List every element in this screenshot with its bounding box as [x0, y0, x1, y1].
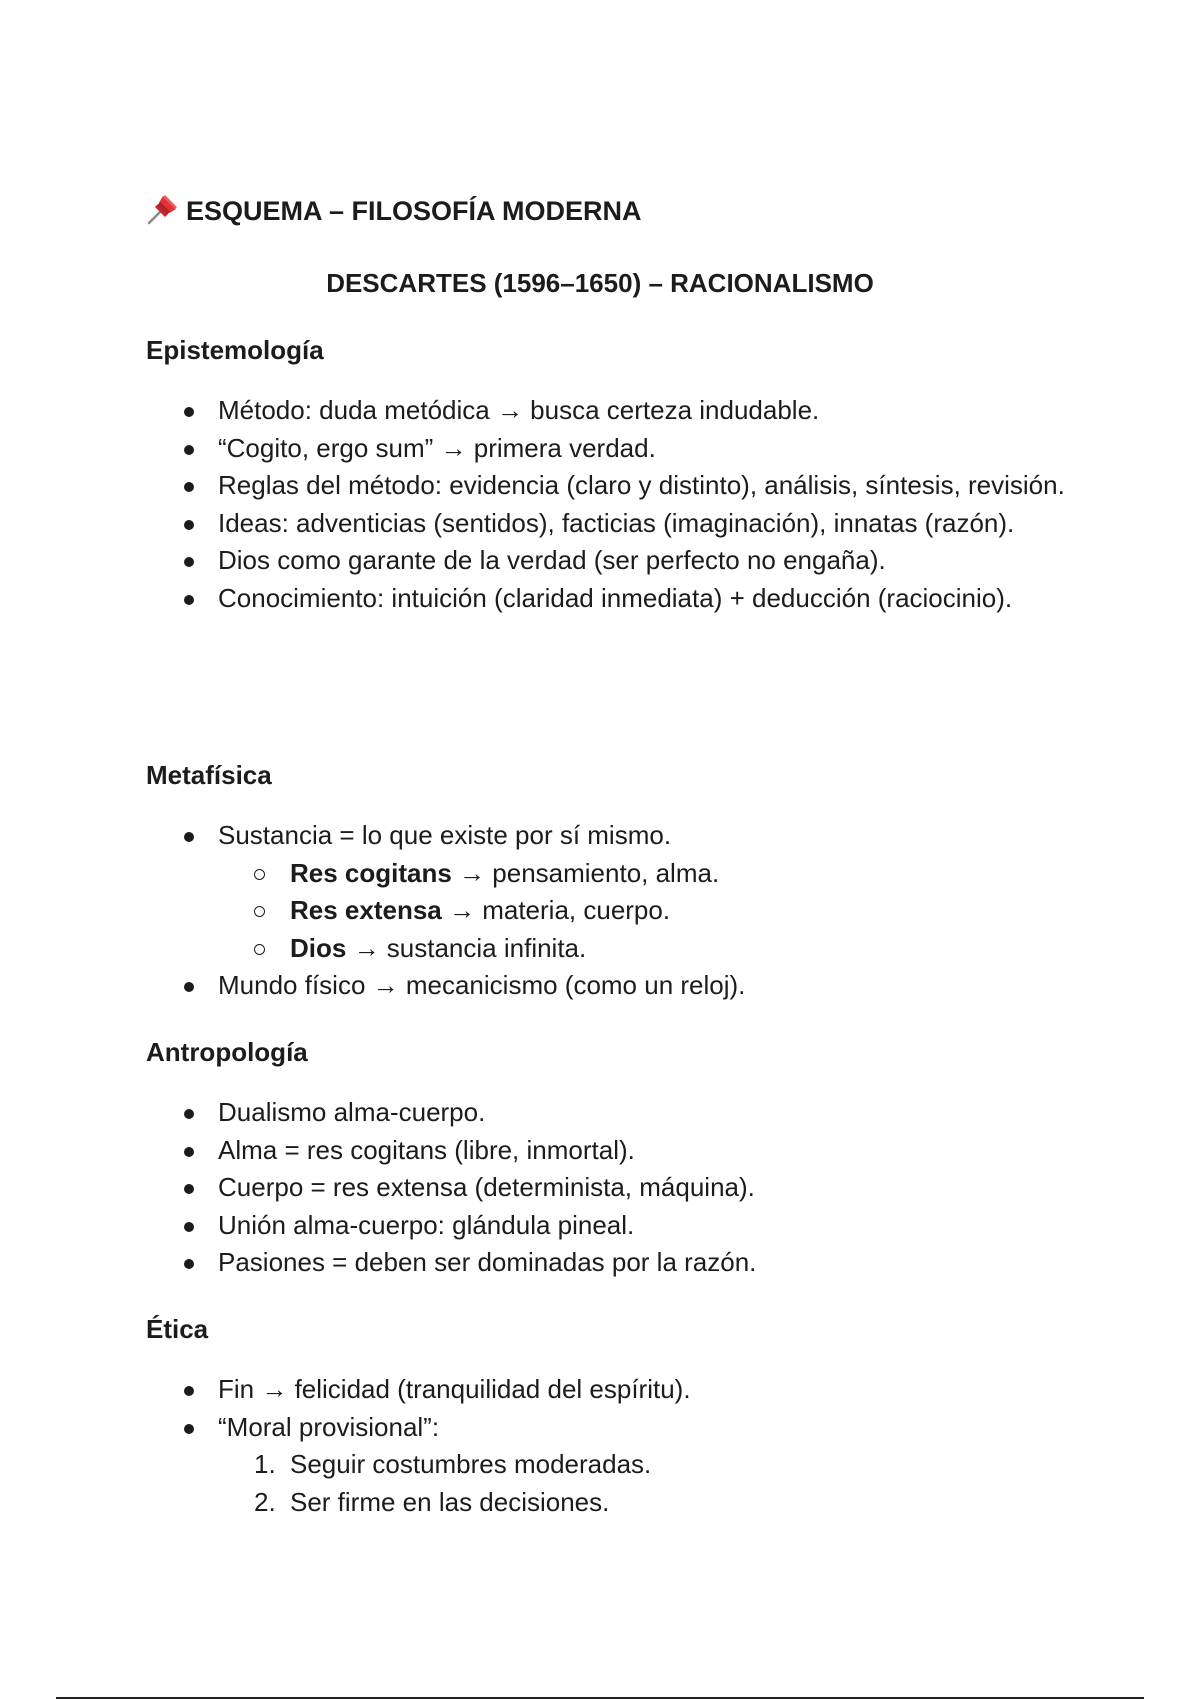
section-heading: Antropología: [146, 1037, 308, 1067]
list-item: [146, 1132, 1076, 1170]
list-item-text: “Cogito, ergo sum” → primera verdad.: [218, 432, 656, 463]
term: Dios: [290, 932, 347, 963]
list-item: [146, 1371, 1076, 1409]
list-item: [146, 430, 1076, 468]
bullet-icon: [184, 482, 194, 492]
main-heading: DESCARTES (1596–1650) – RACIONALISMO: [326, 268, 874, 298]
list-item: [146, 1409, 1076, 1522]
hollow-bullet-icon: [254, 869, 265, 880]
list-item-text: Reglas del método: evidencia (claro y distinto), análisis, síntesis, revisión.: [218, 470, 1065, 500]
section-etica: [146, 1311, 1076, 1521]
list-item-text: Dios como garante de la verdad (ser perfecto no engaña).: [218, 545, 886, 575]
list-item: [146, 967, 1076, 1005]
section-heading: Metafísica: [146, 760, 272, 790]
list-item: [146, 392, 1076, 430]
hollow-bullet-icon: [254, 906, 265, 917]
list-item-text: Dualismo alma-cuerpo.: [218, 1097, 486, 1127]
page-divider: [56, 1697, 1144, 1699]
pushpin-icon: [146, 192, 180, 226]
numbered-item: [218, 1446, 1076, 1484]
list-item-text: Pasiones = deben ser dominadas por la razón.: [218, 1247, 757, 1277]
list-item-text: Sustancia = lo que existe por sí mismo.: [218, 820, 672, 850]
list-item-text: Alma = res cogitans (libre, inmortal).: [218, 1134, 635, 1165]
term: Res extensa: [290, 895, 442, 925]
bullet-icon: [184, 1386, 194, 1396]
bullet-icon: [184, 982, 194, 992]
bullet-icon: [184, 557, 194, 567]
bullet-icon: [184, 1222, 194, 1232]
bullet-list: [146, 1371, 1076, 1521]
list-item-text: Ideas: adventicias (sentidos), facticias (imaginación), innatas (razón).: [218, 507, 1015, 538]
list-item-text: Conocimiento: intuición (claridad inmediata) + deducción (raciocinio).: [218, 582, 1013, 613]
bullet-icon: [184, 832, 194, 842]
section-antropologia: [146, 1034, 1076, 1282]
list-item: [146, 1207, 1076, 1245]
list-item-text: Mundo físico → mecanicismo (como un reloj).: [218, 970, 746, 1000]
sub-list: [218, 855, 1076, 968]
numbered-item-text: Seguir costumbres moderadas.: [290, 1449, 652, 1479]
bullet-list: [146, 392, 1076, 617]
term: Res cogitans: [290, 857, 452, 888]
section-metafisica: [146, 757, 1076, 1005]
numbered-list: [218, 1446, 1076, 1521]
document-title-text: ESQUEMA – FILOSOFÍA MODERNA: [186, 196, 642, 226]
bullet-list: [146, 817, 1076, 1005]
list-item-text: Método: duda metódica → busca certeza indudable.: [218, 395, 820, 425]
numbered-item-text: Ser firme en las decisiones.: [290, 1486, 610, 1517]
bullet-icon: [184, 520, 194, 530]
list-item-text: Cuerpo = res extensa (determinista, máquina).: [218, 1172, 755, 1202]
numbered-item: [218, 1484, 1076, 1522]
list-item-text: Fin → felicidad (tranquilidad del espíritu).: [218, 1374, 691, 1404]
bullet-icon: [184, 1147, 194, 1157]
list-item: [146, 1094, 1076, 1132]
item-number: 1.: [254, 1449, 276, 1479]
list-item-text: “Moral provisional”:: [218, 1411, 440, 1442]
list-item: [146, 542, 1076, 580]
bullet-list: [146, 1094, 1076, 1282]
item-number: 2.: [254, 1486, 276, 1517]
hollow-bullet-icon: [254, 944, 265, 955]
section-heading: Epistemología: [146, 335, 324, 365]
bullet-icon: [184, 1184, 194, 1194]
term-description: → pensamiento, alma.: [451, 857, 720, 888]
sub-list-item: [218, 855, 1076, 893]
sub-list-item: [218, 892, 1076, 930]
bullet-icon: [184, 1109, 194, 1119]
sub-list-item: [218, 930, 1076, 968]
section-heading: Ética: [146, 1314, 209, 1344]
section-epistemologia: [146, 332, 1076, 617]
bullet-icon: [184, 1424, 194, 1434]
list-item: [146, 1244, 1076, 1282]
bullet-icon: [184, 445, 194, 455]
list-item: [146, 505, 1076, 543]
term-description: → materia, cuerpo.: [441, 895, 671, 925]
term-description: → sustancia infinita.: [346, 932, 587, 963]
list-item: [146, 817, 1076, 967]
bullet-icon: [184, 1259, 194, 1269]
list-item: [146, 1169, 1076, 1207]
list-item: [146, 580, 1076, 618]
list-item: [146, 467, 1076, 505]
list-item-text: Unión alma-cuerpo: glándula pineal.: [218, 1209, 635, 1240]
bullet-icon: [184, 595, 194, 605]
document-title: [146, 192, 642, 229]
bullet-icon: [184, 407, 194, 417]
